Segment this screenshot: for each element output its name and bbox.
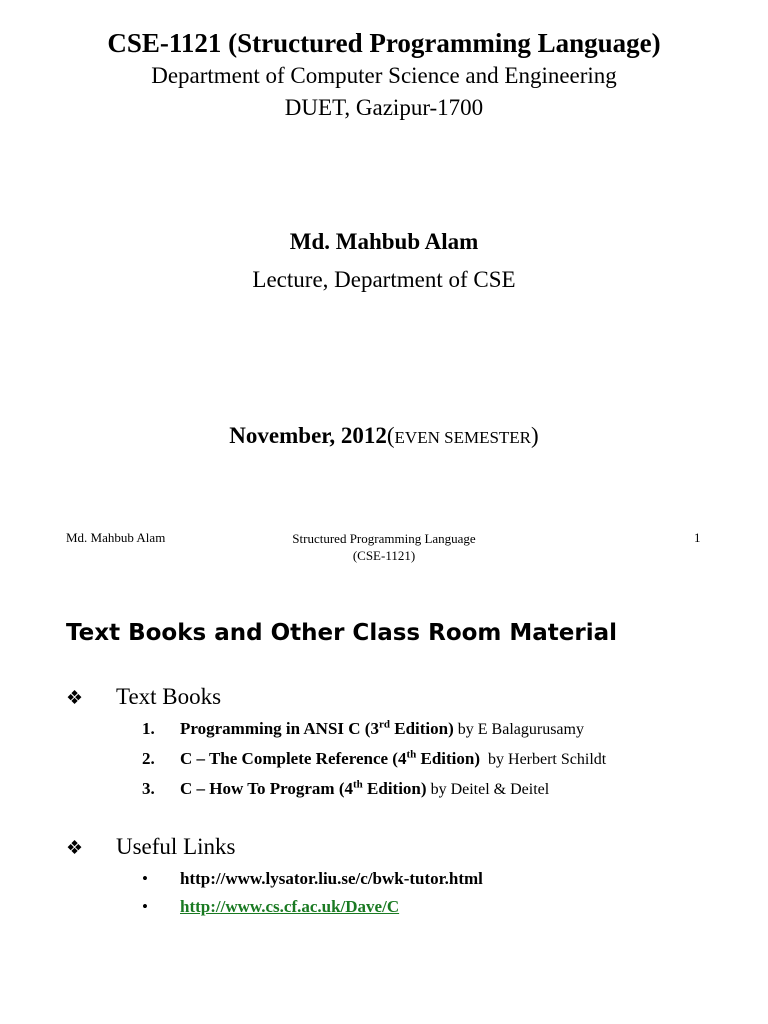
footer-course-name: Structured Programming Language	[292, 531, 476, 546]
book-title: C – The Complete Reference (4th Edition)	[180, 748, 481, 768]
list-item	[142, 719, 584, 739]
list-item	[142, 869, 483, 889]
useful-links-label: Useful Links	[116, 834, 236, 859]
bullet-dot-icon: •	[142, 897, 148, 916]
list-number: 2.	[142, 749, 155, 768]
text-books-heading	[66, 684, 221, 710]
date-line	[0, 423, 768, 449]
page-number: 1	[694, 530, 701, 545]
list-item	[142, 749, 606, 769]
department-name: Department of Computer Science and Engineering	[151, 63, 617, 88]
text-books-label: Text Books	[116, 684, 222, 709]
university-address: DUET, Gazipur-1700	[284, 95, 484, 120]
footer-course-code: (CSE-1121)	[352, 548, 416, 563]
semester: EVEN SEMESTER	[394, 428, 532, 447]
diamond-bullet-icon: ❖	[66, 838, 84, 859]
bullet-dot-icon: •	[142, 869, 148, 888]
book-title: Programming in ANSI C (3rd Edition)	[180, 718, 454, 738]
author-designation: Lecture, Department of CSE	[252, 267, 516, 292]
footer-author: Md. Mahbub Alam	[66, 530, 166, 545]
link-lysator[interactable]: http://www.lysator.liu.se/c/bwk-tutor.html	[180, 869, 483, 888]
semester-close-paren: )	[531, 423, 539, 448]
diamond-bullet-icon: ❖	[66, 688, 84, 709]
book-author: by E Balagurusamy	[453, 721, 584, 738]
semester-open-paren: (	[386, 423, 395, 448]
list-number: 3.	[142, 779, 155, 798]
link-cardiff-dave-c[interactable]: http://www.cs.cf.ac.uk/Dave/C	[180, 897, 400, 916]
course-title: CSE-1121 (Structured Programming Language)	[107, 28, 661, 58]
list-number: 1.	[142, 719, 155, 738]
book-author: by Deitel & Deitel	[426, 781, 550, 798]
list-item	[142, 779, 549, 799]
useful-links-heading	[66, 834, 235, 860]
date: November, 2012	[229, 423, 387, 448]
footer-course	[234, 530, 534, 564]
book-author: by Herbert Schildt	[480, 751, 607, 768]
author-name: Md. Mahbub Alam	[289, 229, 479, 254]
book-title: C – How To Program (4th Edition)	[180, 778, 427, 798]
list-item	[142, 897, 399, 917]
section-title: Text Books and Other Class Room Material	[66, 620, 618, 646]
